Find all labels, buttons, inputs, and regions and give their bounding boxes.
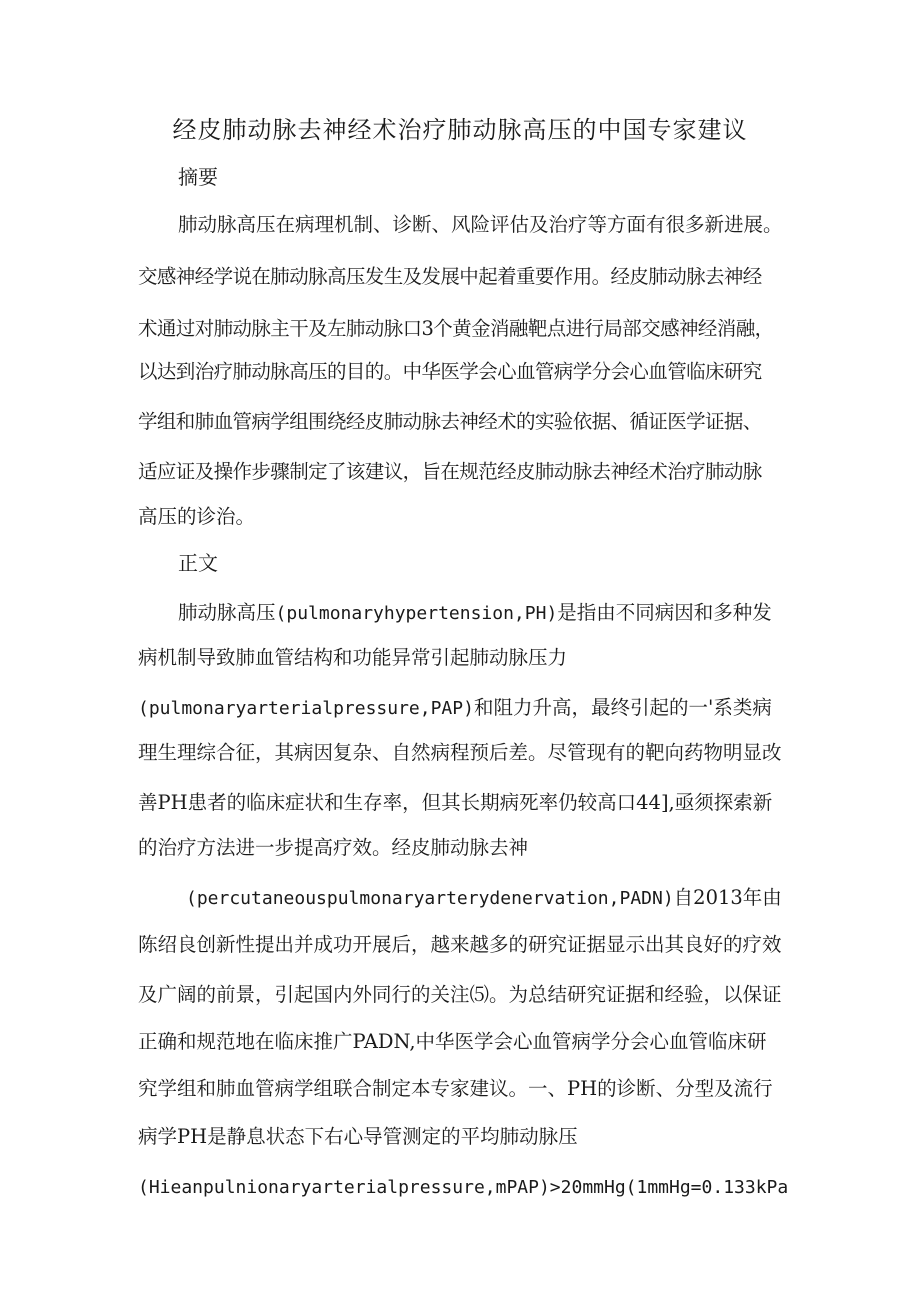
abstract-line: 高压的诊治。 (138, 505, 256, 528)
abstract-line: 学组和肺血管病学组围绕经皮肺动脉去神经术的实验依据、循证医学证据、 (138, 410, 762, 433)
body-heading: 正文 (178, 551, 218, 575)
body-line-text: 自2013年由 (673, 886, 782, 909)
body-line-latin: (pulmonaryhypertension,PH) (275, 603, 558, 624)
body-line-text: 肺动脉高压 (178, 601, 276, 624)
body-line (178, 598, 838, 629)
body-line: 及广阔的前景，引起国内外同行的关注⑸。为总结研究证据和经验，以保证 (138, 983, 782, 1006)
body-line-latin: (percutaneouspulmonaryarterydenervation,PADN) (186, 888, 674, 909)
document-title: 经皮肺动脉去神经术治疗肺动脉高压的中国专家建议 (172, 116, 748, 144)
abstract-line: 以达到治疗肺动脉高压的目的。中华医学会心血管病学分会心血管临床研究 (138, 360, 762, 383)
body-line-latin: (Hieanpulnionaryarterialpressure,mPAP)>20mmHg(1mmHg=0.133kPa (138, 1177, 789, 1198)
abstract-line: 适应证及操作步骤制定了该建议，旨在规范经皮肺动脉去神经术治疗肺动脉 (138, 460, 762, 483)
body-line: 病学PH是静息状态下右心导管测定的平均肺动脉压 (138, 1125, 578, 1148)
body-line-text: 是指由不同病因和多种发 (557, 601, 772, 624)
body-line: 究学组和肺血管病学组联合制定本专家建议。一、PH的诊断、分型及流行 (138, 1077, 773, 1100)
body-line (186, 883, 846, 914)
body-line: 的治疗方法进一步提高疗效。经皮肺动脉去神 (138, 836, 529, 859)
body-line: 理生理综合征，其病因复杂、自然病程预后差。尽管现有的靶向药物明显改 (138, 741, 782, 764)
body-line: 病机制导致肺血管结构和功能异常引起肺动脉压力 (138, 646, 568, 669)
abstract-heading: 摘要 (178, 165, 218, 189)
body-line: 陈绍良创新性提出并成功开展后，越来越多的研究证据显示出其良好的疗效 (138, 933, 782, 956)
body-line: 正确和规范地在临床推广PADN,中华医学会心血管病学分会心血管临床研 (138, 1030, 767, 1053)
body-line (138, 693, 798, 724)
abstract-line: 交感神经学说在肺动脉高压发生及发展中起着重要作用。经皮肺动脉去神经 (138, 265, 762, 288)
body-line-latin: (pulmonaryarterialpressure,PAP) (138, 698, 474, 719)
body-line: 善PH患者的临床症状和生存率，但其长期病死率仍较高口44],亟须探索新 (138, 791, 773, 814)
body-line (138, 1172, 798, 1203)
body-line-text: 和阻力升高，最终引起的一'系类病 (473, 696, 772, 719)
abstract-line: 肺动脉高压在病理机制、诊断、风险评估及治疗等方面有很多新进展。 (178, 213, 783, 236)
abstract-line: 术通过对肺动脉主干及左肺动脉口3个黄金消融靶点进行局部交感神经消融， (138, 317, 774, 340)
